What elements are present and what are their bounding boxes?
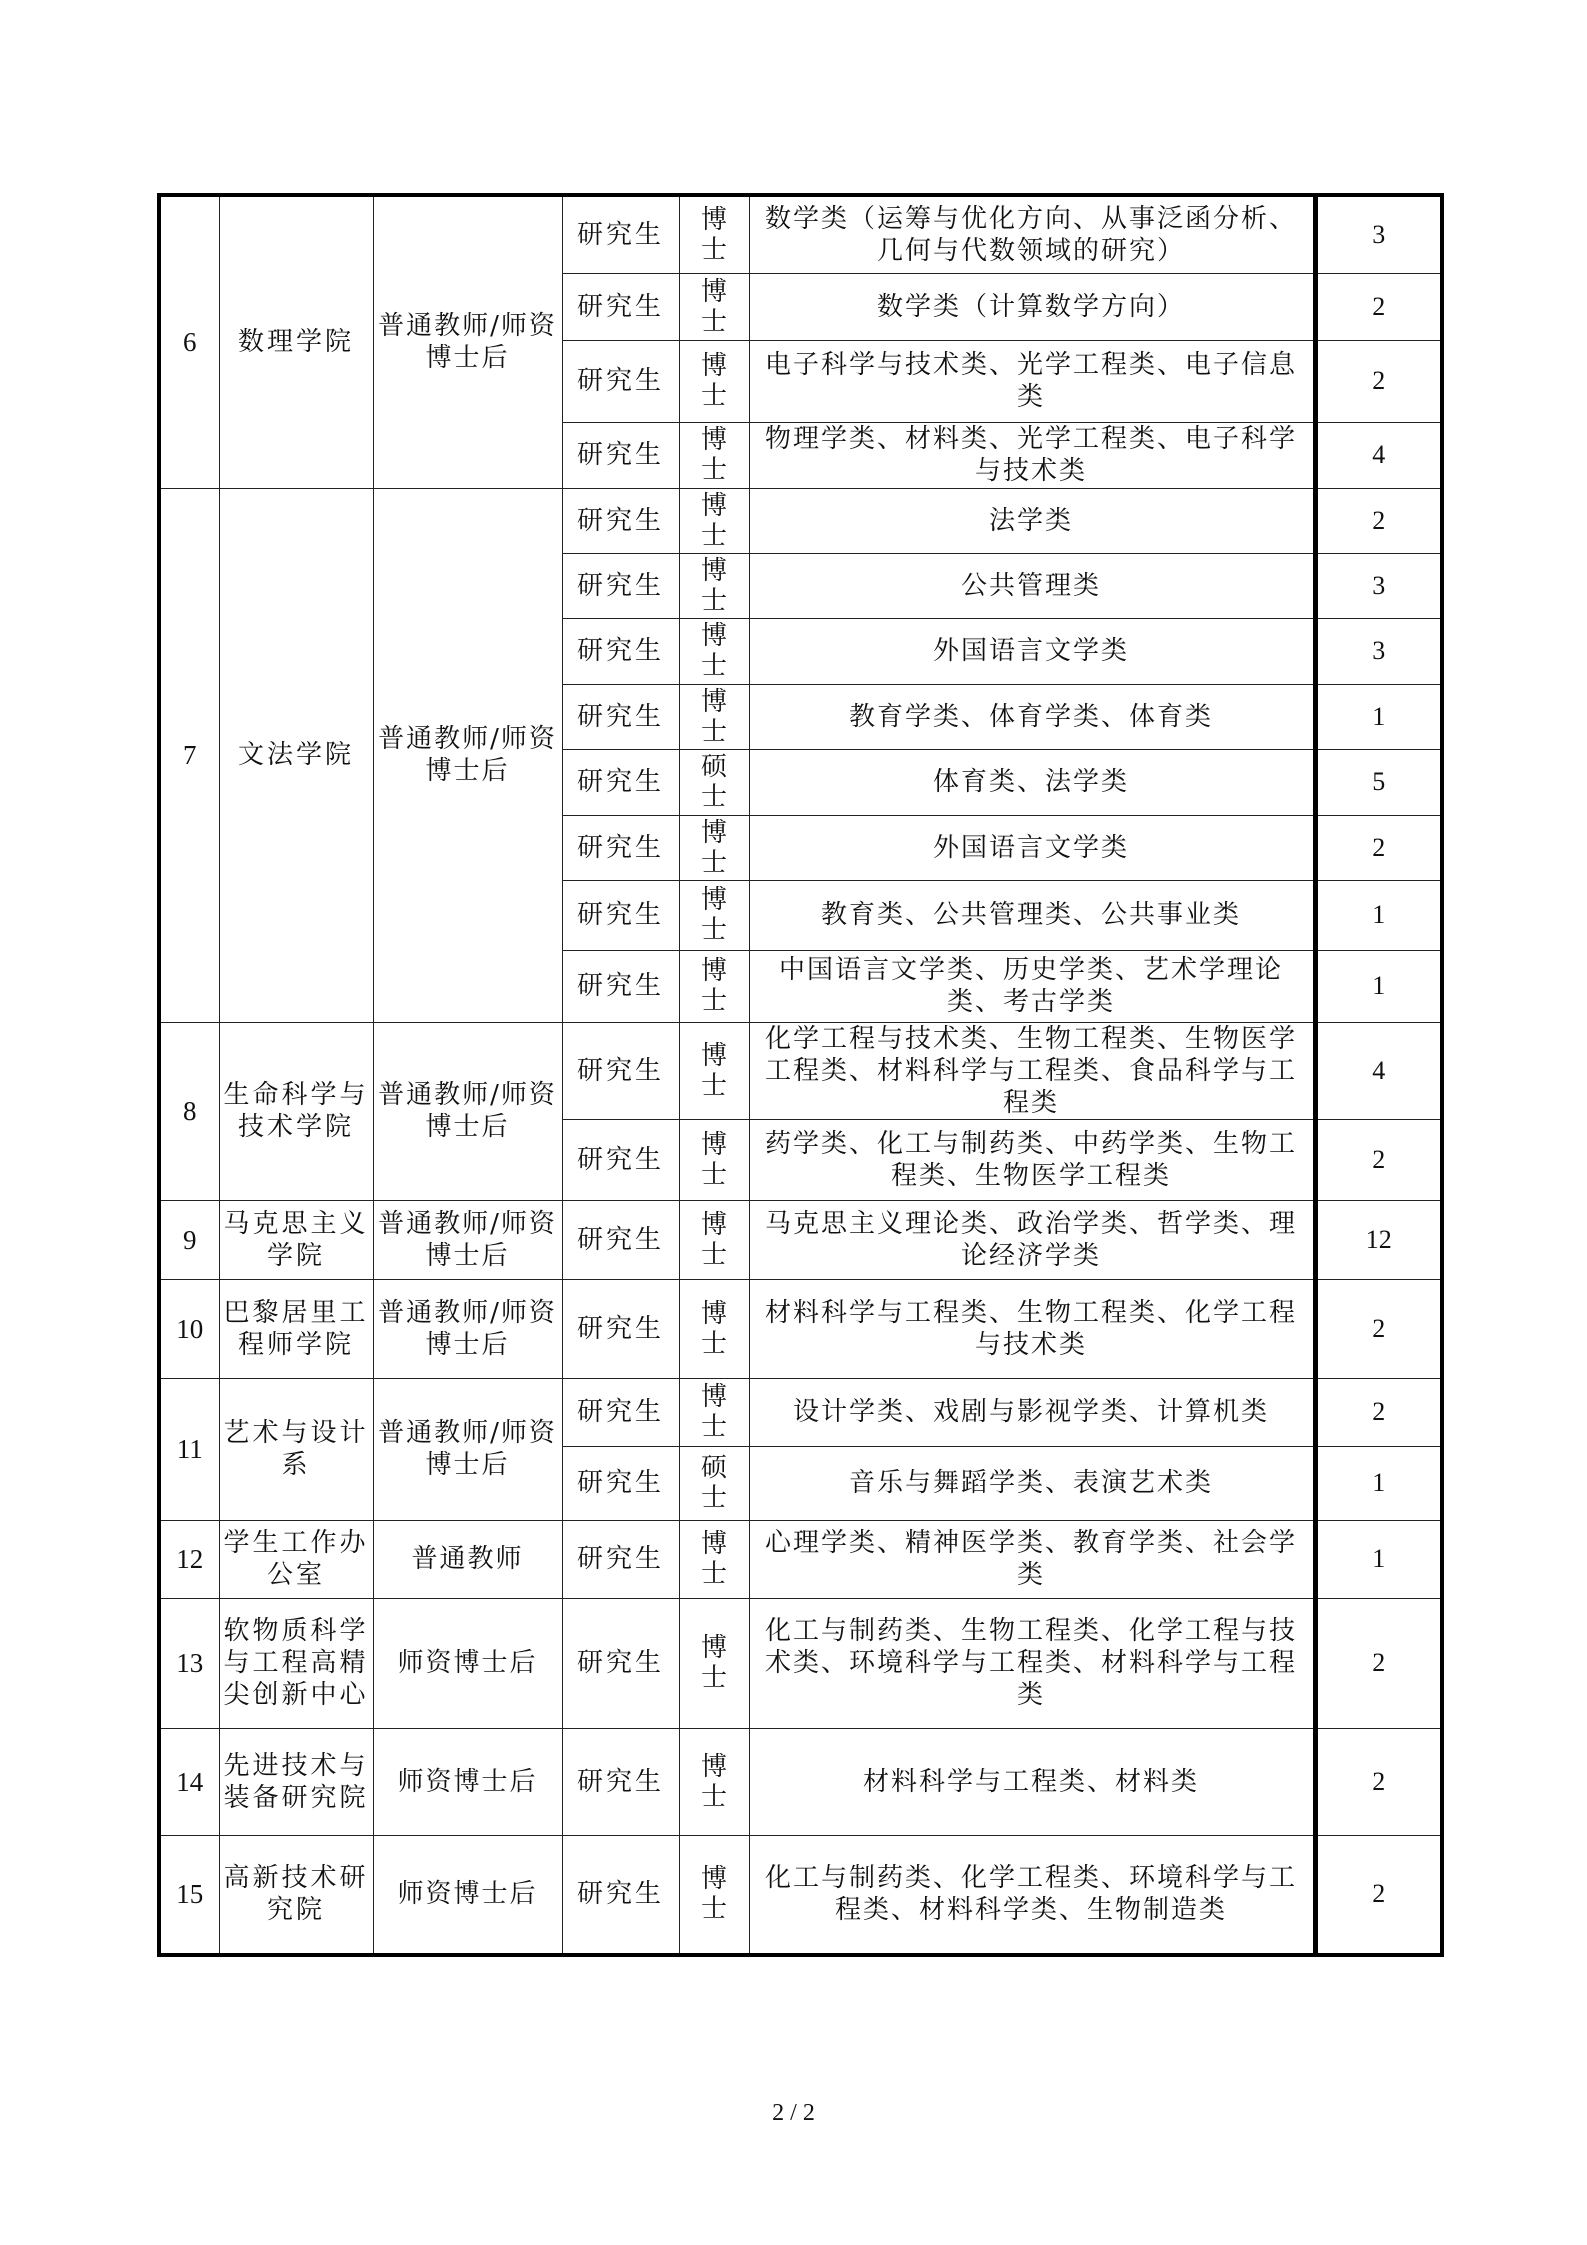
major-requirement: 数学类（运筹与优化方向、从事泛函分析、几何与代数领域的研究） — [749, 195, 1315, 273]
degree: 硕士 — [700, 752, 727, 812]
major-requirement: 化工与制药类、生物工程类、化学工程与技术类、环境科学与工程类、材料科学与工程类 — [749, 1598, 1315, 1728]
headcount: 5 — [1315, 749, 1442, 815]
degree: 博士 — [700, 621, 727, 681]
major-requirement: 数学类（计算数学方向） — [749, 273, 1315, 340]
major-requirement: 马克思主义理论类、政治学类、哲学类、理论经济学类 — [749, 1200, 1315, 1279]
row-number: 8 — [159, 1022, 219, 1200]
major-requirement: 药学类、化工与制药类、中药学类、生物工程类、生物医学工程类 — [749, 1119, 1315, 1200]
headcount: 1 — [1315, 880, 1442, 950]
degree: 博士 — [700, 1298, 727, 1359]
college-name: 先进技术与装备研究院 — [219, 1728, 373, 1835]
college-name: 巴黎居里工程师学院 — [219, 1279, 373, 1378]
headcount: 2 — [1315, 340, 1442, 422]
college-name: 高新技术研究院 — [219, 1835, 373, 1955]
degree: 博士 — [700, 885, 727, 945]
major-requirement: 化工与制药类、化学工程类、环境科学与工程类、材料科学类、生物制造类 — [749, 1835, 1315, 1955]
college-name: 马克思主义学院 — [219, 1200, 373, 1279]
table-row — [159, 1378, 1442, 1446]
degree: 博士 — [700, 1633, 727, 1693]
table-row — [159, 1200, 1442, 1279]
major-requirement: 公共管理类 — [749, 553, 1315, 618]
headcount: 2 — [1315, 1598, 1442, 1728]
degree: 硕士 — [700, 1453, 727, 1513]
education-level: 研究生 — [562, 749, 679, 815]
row-number: 7 — [159, 488, 219, 1022]
education-level: 研究生 — [562, 1520, 679, 1598]
post-type: 师资博士后 — [373, 1835, 562, 1955]
education-level: 研究生 — [562, 950, 679, 1022]
college-name: 数理学院 — [219, 195, 373, 488]
major-requirement: 设计学类、戏剧与影视学类、计算机类 — [749, 1378, 1315, 1446]
education-level: 研究生 — [562, 1378, 679, 1446]
education-level: 研究生 — [562, 1728, 679, 1835]
headcount: 3 — [1315, 195, 1442, 273]
major-requirement: 物理学类、材料类、光学工程类、电子科学与技术类 — [749, 422, 1315, 488]
headcount: 2 — [1315, 488, 1442, 553]
degree: 博士 — [700, 425, 727, 485]
headcount: 2 — [1315, 1378, 1442, 1446]
headcount: 2 — [1315, 1728, 1442, 1835]
table-row — [159, 1728, 1442, 1835]
table-row — [159, 1598, 1442, 1728]
headcount: 2 — [1315, 273, 1442, 340]
degree: 博士 — [700, 686, 727, 747]
college-name: 文法学院 — [219, 488, 373, 1022]
major-requirement: 教育类、公共管理类、公共事业类 — [749, 880, 1315, 950]
education-level: 研究生 — [562, 1835, 679, 1955]
degree: 博士 — [700, 1864, 727, 1925]
major-requirement: 电子科学与技术类、光学工程类、电子信息类 — [749, 340, 1315, 422]
major-requirement: 教育学类、体育学类、体育类 — [749, 684, 1315, 749]
major-requirement: 法学类 — [749, 488, 1315, 553]
row-number: 10 — [159, 1279, 219, 1378]
degree: 博士 — [700, 490, 727, 551]
page-number: 2 / 2 — [772, 2100, 815, 2126]
degree: 博士 — [700, 555, 727, 616]
post-type: 普通教师/师资博士后 — [373, 1200, 562, 1279]
table-row — [159, 488, 1442, 553]
major-requirement: 体育类、法学类 — [749, 749, 1315, 815]
headcount: 4 — [1315, 1022, 1442, 1119]
post-type: 普通教师/师资博士后 — [373, 488, 562, 1022]
education-level: 研究生 — [562, 1022, 679, 1119]
table-row — [159, 195, 1442, 273]
headcount: 3 — [1315, 553, 1442, 618]
education-level: 研究生 — [562, 1119, 679, 1200]
education-level: 研究生 — [562, 553, 679, 618]
degree: 博士 — [700, 1382, 727, 1442]
headcount: 12 — [1315, 1200, 1442, 1279]
headcount: 2 — [1315, 1279, 1442, 1378]
degree: 博士 — [700, 956, 727, 1016]
education-level: 研究生 — [562, 618, 679, 684]
post-type: 师资博士后 — [373, 1728, 562, 1835]
recruitment-table — [157, 193, 1444, 1957]
degree: 博士 — [700, 1529, 727, 1589]
education-level: 研究生 — [562, 1279, 679, 1378]
college-name: 生命科学与技术学院 — [219, 1022, 373, 1200]
table-row — [159, 1279, 1442, 1378]
education-level: 研究生 — [562, 340, 679, 422]
table-row — [159, 1022, 1442, 1119]
education-level: 研究生 — [562, 488, 679, 553]
education-level: 研究生 — [562, 880, 679, 950]
major-requirement: 外国语言文学类 — [749, 618, 1315, 684]
row-number: 15 — [159, 1835, 219, 1955]
headcount: 1 — [1315, 1446, 1442, 1520]
education-level: 研究生 — [562, 815, 679, 880]
education-level: 研究生 — [562, 422, 679, 488]
major-requirement: 心理学类、精神医学类、教育学类、社会学类 — [749, 1520, 1315, 1598]
headcount: 4 — [1315, 422, 1442, 488]
headcount: 1 — [1315, 684, 1442, 749]
degree: 博士 — [700, 1129, 727, 1190]
headcount: 1 — [1315, 1520, 1442, 1598]
education-level: 研究生 — [562, 1200, 679, 1279]
education-level: 研究生 — [562, 1446, 679, 1520]
post-type: 普通教师/师资博士后 — [373, 195, 562, 488]
row-number: 11 — [159, 1378, 219, 1520]
row-number: 9 — [159, 1200, 219, 1279]
post-type: 普通教师/师资博士后 — [373, 1279, 562, 1378]
headcount: 3 — [1315, 618, 1442, 684]
table-row — [159, 1835, 1442, 1955]
row-number: 6 — [159, 195, 219, 488]
college-name: 软物质科学与工程高精尖创新中心 — [219, 1598, 373, 1728]
post-type: 普通教师/师资博士后 — [373, 1022, 562, 1200]
major-requirement: 材料科学与工程类、生物工程类、化学工程与技术类 — [749, 1279, 1315, 1378]
table-row — [159, 1520, 1442, 1598]
degree: 博士 — [700, 1040, 727, 1101]
major-requirement: 音乐与舞蹈学类、表演艺术类 — [749, 1446, 1315, 1520]
headcount: 1 — [1315, 950, 1442, 1022]
post-type: 普通教师 — [373, 1520, 562, 1598]
education-level: 研究生 — [562, 684, 679, 749]
headcount: 2 — [1315, 815, 1442, 880]
degree: 博士 — [700, 1209, 727, 1270]
degree: 博士 — [700, 204, 727, 265]
headcount: 2 — [1315, 1119, 1442, 1200]
post-type: 普通教师/师资博士后 — [373, 1378, 562, 1520]
major-requirement: 化学工程与技术类、生物工程类、生物医学工程类、材料科学与工程类、食品科学与工程类 — [749, 1022, 1315, 1119]
headcount: 2 — [1315, 1835, 1442, 1955]
row-number: 14 — [159, 1728, 219, 1835]
education-level: 研究生 — [562, 1598, 679, 1728]
major-requirement: 外国语言文学类 — [749, 815, 1315, 880]
degree: 博士 — [700, 1751, 727, 1812]
degree: 博士 — [700, 817, 727, 878]
education-level: 研究生 — [562, 273, 679, 340]
degree: 博士 — [700, 351, 727, 411]
major-requirement: 材料科学与工程类、材料类 — [749, 1728, 1315, 1835]
major-requirement: 中国语言文学类、历史学类、艺术学理论类、考古学类 — [749, 950, 1315, 1022]
degree: 博士 — [700, 276, 727, 337]
row-number: 13 — [159, 1598, 219, 1728]
post-type: 师资博士后 — [373, 1598, 562, 1728]
education-level: 研究生 — [562, 195, 679, 273]
college-name: 艺术与设计系 — [219, 1378, 373, 1520]
college-name: 学生工作办公室 — [219, 1520, 373, 1598]
row-number: 12 — [159, 1520, 219, 1598]
